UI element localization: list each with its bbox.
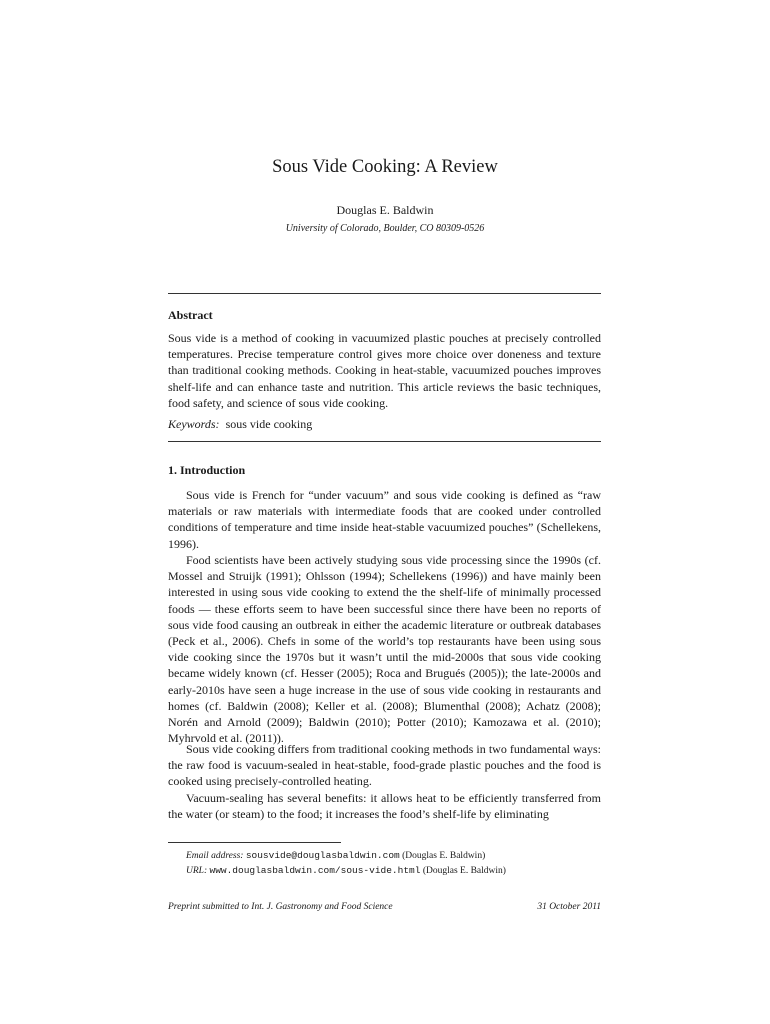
intro-paragraph-3: Sous vide cooking differs from traditional cooking methods in two fundamental ways: the raw food is vacuum-sealed in heat-stable, food-grade plastic pouches and the food is cooked using precisely-controlled heating. — [168, 742, 601, 789]
abstract-bottom-rule — [168, 441, 601, 442]
url-label: URL: — [186, 866, 208, 876]
intro-paragraph-1: Sous vide is French for “under vacuum” and sous vide cooking is defined as “raw materials or raw materials with intermediate foods that are cooked under controlled conditions of temperature and time inside heat-stable vacuumized pouches” (Schellekens, 1996). — [168, 488, 601, 551]
keywords-line — [168, 416, 601, 432]
intro-paragraph-2: Food scientists have been actively studying sous vide processing since the 1990s (cf. Mossel and Struijk (1991); Ohlsson (1994); Schellekens (1996)) and have mainly been interested in using sous vide cooking to extend the the shelf-life of minimally processed foods — these efforts seem to have been successful since there have been no reports of sous vide food causing an outbreak in either the academic literature or outbreak databases (Peck et al., 2006). Chefs in some of the world’s top restaurants have been using sous vide cooking since the 1970s but it wasn’t until the mid-2000s that sous vide cooking became widely known (cf. Hesser (2005); Roca and Brugués (2005)); the late-2000s and early-2010s have seen a huge increase in the use of sous vide cooking in restaurants and homes (cf. Baldwin (2008); Keller et al. (2008); Blumenthal (2008); Achatz (2008); Norén and Arnold (2009); Baldwin (2010); Potter (2010); Kamozawa et al. (2010); Myhrvold et al. (2011)). — [168, 553, 601, 746]
author-affiliation: University of Colorado, Boulder, CO 80309-0526 — [285, 223, 485, 234]
email-owner: (Douglas E. Baldwin) — [402, 851, 486, 861]
abstract-top-rule — [168, 293, 601, 294]
abstract-text: Sous vide is a method of cooking in vacuumized plastic pouches at precisely controlled temperatures. Precise temperature control gives more choice over doneness and texture than traditional cooking methods. Cooking in heat-stable, vacuumized pouches improves shelf-life and can enhance taste and nutrition. This article reviews the basic techniques, food safety, and science of sous vide cooking. — [168, 331, 601, 410]
url-link[interactable]: www.douglasbaldwin.com/sous-vide.html — [209, 865, 421, 876]
paper-title: Sous Vide Cooking: A Review — [272, 157, 498, 177]
keywords-label: Keywords: — [168, 417, 220, 431]
url-owner: (Douglas E. Baldwin) — [422, 866, 506, 876]
footnote-rule — [168, 842, 341, 843]
email-label: Email address: — [186, 851, 244, 861]
footnote-email — [186, 848, 601, 864]
section-heading-introduction: 1. Introduction — [168, 463, 246, 477]
email-address[interactable]: sousvide@douglasbaldwin.com — [245, 850, 400, 861]
keywords-value: sous vide cooking — [225, 417, 313, 431]
footnote-url — [186, 863, 601, 879]
intro-paragraph-4: Vacuum-sealing has several benefits: it allows heat to be efficiently transferred from the water (or steam) to the food; it increases the food’s shelf-life by eliminating — [168, 791, 601, 822]
footer-preprint-note: Preprint submitted to Int. J. Gastronomy and Food Science — [168, 902, 393, 912]
author-name: Douglas E. Baldwin — [336, 203, 434, 217]
abstract-heading: Abstract — [168, 308, 213, 322]
footer-date: 31 October 2011 — [537, 902, 601, 912]
